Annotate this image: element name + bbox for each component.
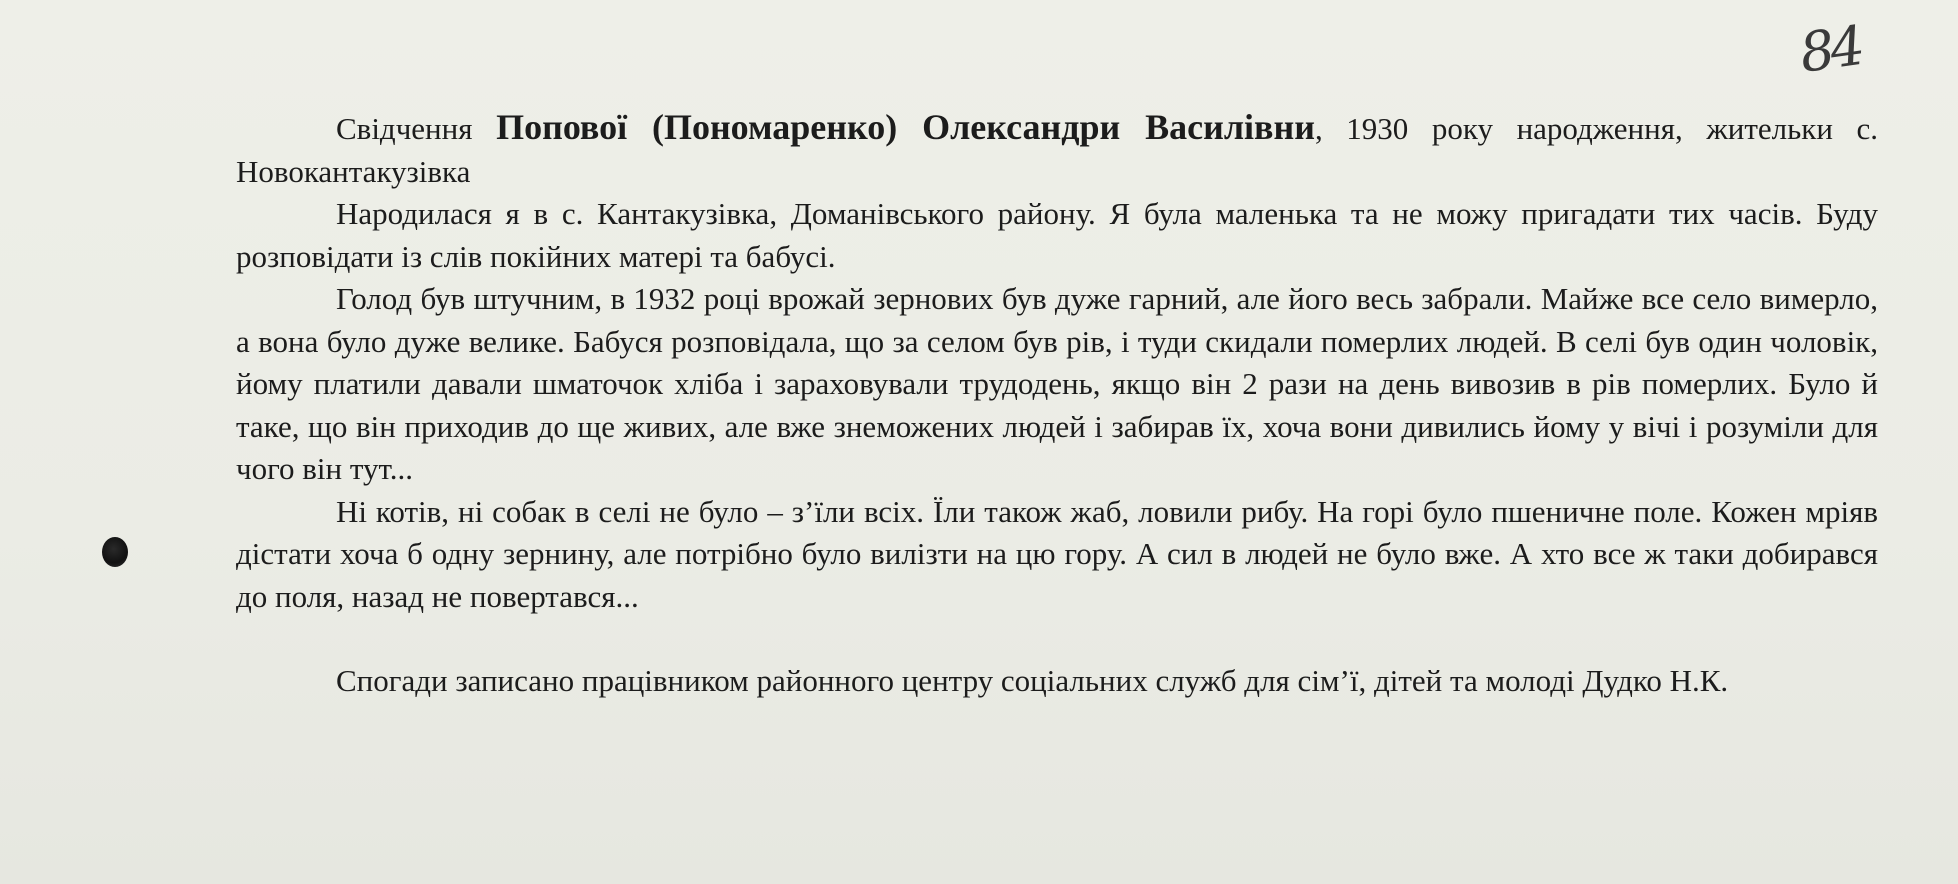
paragraph: Ні котів, ні собак в селі не було – з’їли всіх. Їли також жаб, ловили рибу. На горі було пшеничне поле. Кожен мріяв дістати хоча б одну зернину, але потрібно було вилізти на цю гору. А сил в людей не було вже. А хто все ж таки добирався до поля, назад не повертався... xyxy=(236,493,1878,614)
recorder-note: Спогади записано працівником районного центру соціальних служб для сім’ї, дітей та молоді Дудко Н.К. xyxy=(336,663,1729,698)
handwritten-page-number: 84 xyxy=(1795,14,1865,85)
testimony-text xyxy=(236,106,1878,703)
paragraph-spacer xyxy=(236,618,1878,660)
heading-prefix: Свідчення xyxy=(336,111,497,146)
paragraph: Народилася я в с. Кантакузівка, Доманівського району. Я була маленька та не можу пригадати тих часів. Буду розповідати із слів покійних матері та бабусі. xyxy=(236,196,1878,274)
heading-suffix: , 1930 року народження, жительки с. Новокантакузівка xyxy=(236,111,1878,189)
testimony-heading xyxy=(236,106,1878,193)
paragraph: Голод був штучним, в 1932 році врожай зернових був дуже гарний, але його весь забрали. Майже все село вимерло, а вона було дуже велике. Бабуся розповідала, що за селом був рів, і туди скидали померлих людей. В селі був один чоловік, йому платили давали шматочок хліба і зараховували трудодень, якщо він 2 рази на день вивозив в рів померлих. Було й таке, що він приходив до ще живих, але вже знеможених людей і забирав їх, хоча вони дивились йому у вічі і розуміли для чого він тут... xyxy=(236,281,1878,486)
witness-name: Попової (Пономаренко) Олександри Василівни xyxy=(496,107,1315,147)
punch-hole-mark xyxy=(102,537,128,567)
